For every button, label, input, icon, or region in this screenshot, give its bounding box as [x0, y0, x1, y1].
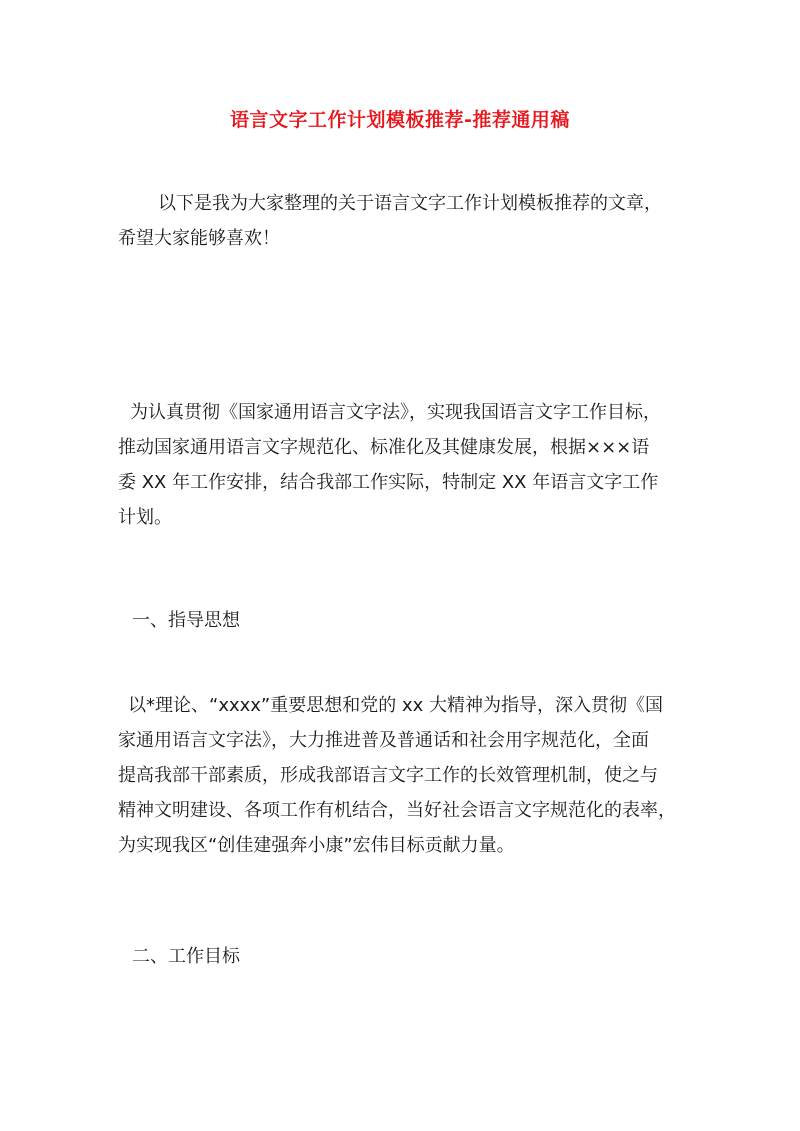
paragraph-line: 为实现我区“创佳建强奔小康”宏伟目标贡献力量。	[118, 835, 515, 856]
paragraph-line: 以*理论、“xxxx”重要思想和党的 xx 大精神为指导，深入贯彻《国	[128, 695, 664, 716]
paragraph-line: 推动国家通用语言文字规范化、标准化及其健康发展，根据×××语	[118, 437, 650, 458]
document-title: 语言文字工作计划模板推荐-推荐通用稿	[230, 109, 570, 131]
paragraph-guiding-ideology	[118, 688, 708, 863]
paragraph-line: 计划。	[118, 507, 172, 528]
paragraph-line: 委 XX 年工作安排，结合我部工作实际，特制定 XX 年语言文字工作	[118, 472, 659, 493]
paragraph-line: 家通用语言文字法》，大力推进普及普通话和社会用字规范化，全面	[118, 730, 649, 751]
intro-paragraph	[118, 186, 698, 256]
paragraph-line: 精神文明建设、各项工作有机结合，当好社会语言文字规范化的表率，	[118, 800, 676, 821]
paragraph-line: 为认真贯彻《国家通用语言文字法》，实现我国语言文字工作目标，	[130, 402, 661, 423]
intro-line: 希望大家能够喜欢！	[118, 228, 280, 249]
paragraph-line: 提高我部干部素质，形成我部语言文字工作的长效管理机制，使之与	[118, 765, 658, 786]
paragraph-purpose	[118, 395, 710, 535]
intro-line: 以下是我为大家整理的关于语言文字工作计划模板推荐的文章，	[158, 193, 662, 214]
section-heading-work-goals: 二、工作目标	[132, 946, 240, 967]
section-heading-guiding-ideology: 一、指导思想	[132, 610, 240, 631]
